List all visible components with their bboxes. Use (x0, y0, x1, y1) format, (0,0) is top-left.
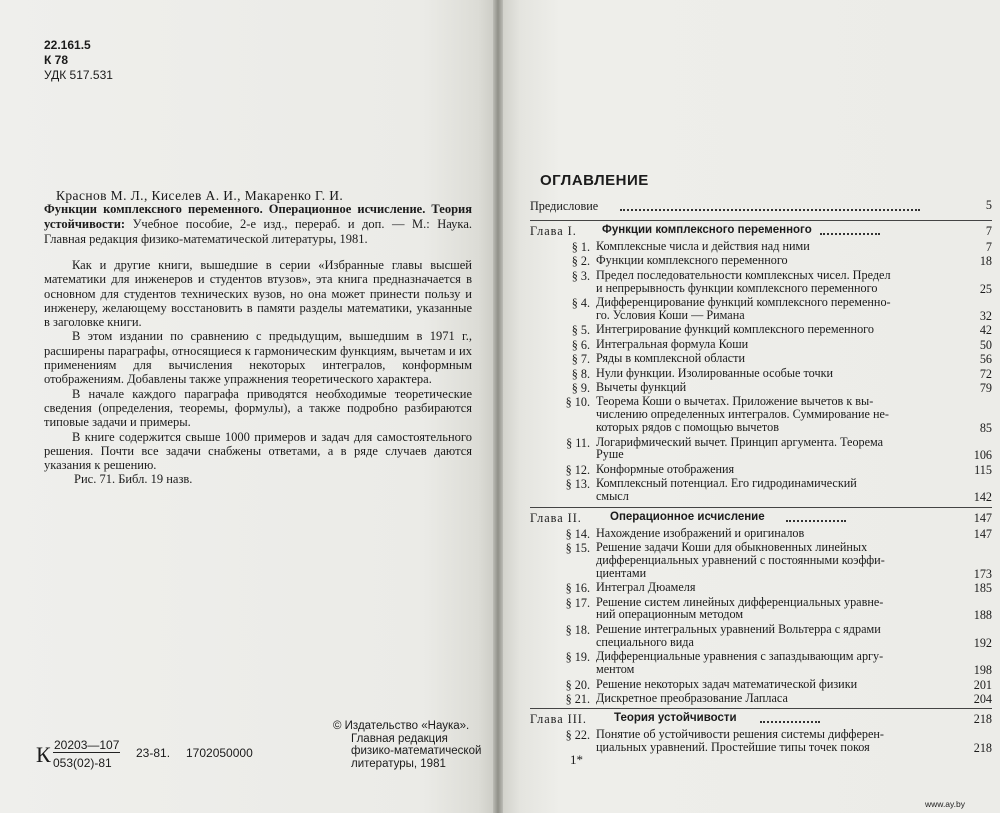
toc-chapter-label: Глава II. (530, 510, 582, 525)
toc-section-title: числению определенных интегралов. Суммирование не- (596, 407, 889, 422)
toc-page-number: 72 (979, 366, 992, 381)
toc-section-number: § 8. (571, 366, 590, 381)
toc-section-title: Интегральная формула Коши (596, 336, 749, 351)
toc-section-number: § 10. (565, 395, 590, 410)
price-code-denominator: 053(02)-81 (53, 756, 112, 770)
price-code-number: 1702050000 (186, 746, 253, 760)
toc-page-number: 218 (973, 741, 992, 756)
title-block (44, 202, 472, 247)
chapter-divider (530, 507, 992, 508)
toc-section-title: циентами (596, 565, 647, 580)
abstract (44, 258, 472, 472)
toc-section-number: § 18. (565, 622, 590, 637)
toc-leader (786, 519, 846, 522)
toc-section-title: Функции комплексного переменного (596, 253, 788, 268)
toc-section-number: § 19. (565, 650, 590, 665)
toc-section-title: ний операционным методом (596, 607, 744, 622)
toc-section-title: Понятие об устойчивости решения системы дифферен- (596, 727, 884, 742)
toc-section-number: § 20. (565, 677, 590, 692)
watermark: www.ay.by (925, 799, 965, 809)
price-code-letter: К (36, 742, 51, 767)
bibliographic-codes (44, 38, 113, 83)
toc-page-number: 18 (979, 254, 992, 269)
toc-section-number: § 22. (565, 728, 590, 743)
toc-page-number: 142 (973, 490, 992, 505)
toc-page-number: 7 (985, 224, 992, 238)
toc-page-number: 42 (979, 323, 992, 338)
toc-page-number: 32 (979, 308, 992, 323)
chapter-divider (530, 220, 992, 221)
toc-page-number: 7 (985, 240, 992, 254)
toc-section-number: § 6. (571, 337, 590, 352)
toc-section-title: Конформные отображения (596, 461, 735, 476)
toc-section-number: § 15. (565, 541, 590, 555)
toc-section-title: которых рядов с помощью вычетов (596, 420, 779, 435)
toc-section-title: Дискретное преобразование Лапласа (596, 690, 788, 705)
toc-page-number: 85 (979, 421, 992, 436)
figures-count: Рис. 71. Библ. 19 назв. (74, 472, 193, 486)
toc-section-number: § 3. (571, 268, 590, 283)
udk-code: УДК 517.531 (44, 68, 113, 82)
toc-section-title: Вычеты функций (596, 380, 687, 394)
toc-leader (760, 720, 820, 723)
toc-heading: ОГЛАВЛЕНИЕ (540, 172, 649, 189)
toc-section-title: дифференциальных уравнений с постоянными коэффи- (596, 552, 885, 567)
toc-leader (820, 232, 880, 235)
toc-section-title: Комплексные числа и действия над ними (596, 239, 810, 253)
toc-chapter-title: Операционное исчисление (610, 510, 765, 523)
toc-section-title: циальных уравнений. Простейшие типы точек покоя (596, 740, 870, 755)
toc-section-title: Дифференциальные уравнения с запаздывающим аргу- (596, 649, 884, 664)
toc-page-number: 106 (973, 448, 992, 463)
toc-page-number: 173 (973, 566, 992, 581)
price-code-year: 23-81. (136, 746, 171, 760)
toc-section-title: Интеграл Дюамеля (596, 580, 696, 595)
toc-section-title: Решение интегральных уравнений Вольтерра с ядрами (596, 621, 881, 636)
toc-section-title: смысл (596, 489, 629, 504)
book-gutter (493, 0, 503, 813)
toc-section-title: и непрерывность функции комплексного переменного (596, 280, 878, 295)
signature-mark: 1* (570, 752, 583, 767)
toc-page-number: 147 (973, 510, 992, 525)
toc-page-number: 188 (973, 608, 992, 623)
toc-section-number: § 14. (565, 526, 590, 541)
toc-section-title: специального вида (596, 634, 694, 649)
toc-section-title: Решение некоторых задач математической физики (596, 676, 858, 691)
book-title: Функции комплексного переменного. Операционное исчисление. Теория устойчивости: (44, 202, 472, 231)
abstract-paragraph: В этом издании по сравнению с предыдущим, вышедшим в 1971 г., расширены параграфы, относящиеся к гармоническим функциям, вычетам и их применениям для вычисления некоторых интегралов, конформным отображениям. Добавлены также упражнения теоретического характера. (44, 329, 472, 387)
toc-section-number: § 5. (571, 323, 590, 338)
toc-section-number: § 17. (565, 595, 590, 610)
toc-section-title: Теорема Коши о вычетах. Приложение вычетов к вы- (596, 394, 874, 409)
toc-page-number: 192 (973, 635, 992, 650)
toc-section-number: § 1. (571, 240, 590, 254)
toc-page-number: 218 (973, 712, 992, 727)
publisher-line: литературы, 1981 (351, 757, 446, 770)
toc-section-number: § 12. (565, 462, 590, 477)
toc-section-number: § 21. (565, 691, 590, 706)
toc-section-number: § 4. (571, 296, 590, 311)
toc-page-number: 5 (985, 198, 992, 212)
toc-page-number: 147 (973, 526, 992, 541)
toc-page-number: 115 (974, 462, 992, 477)
toc-section-title: Предел последовательности комплексных чисел. Предел (596, 267, 891, 282)
toc-section-title: Логарифмический вычет. Принцип аргумента. Теорема (596, 434, 884, 449)
toc-chapter-title: Теория устойчивости (614, 712, 737, 725)
toc-section-number: § 13. (565, 477, 590, 492)
toc-page-number: 201 (973, 677, 992, 692)
toc-section-title: Дифференцирование функций комплексного переменно- (596, 295, 891, 310)
publisher-info (333, 720, 481, 770)
toc-section-title: Решение задачи Коши для обыкновенных линейных (596, 540, 868, 554)
toc-section-title: го. Условия Коши — Римана (596, 307, 745, 322)
toc-section-number: § 9. (571, 381, 590, 395)
toc-section-title: Ряды в комплексной области (596, 351, 745, 366)
toc-chapter-label: Глава III. (530, 712, 587, 727)
abstract-paragraph: В начале каждого параграфа приводятся необходимые теоретические сведения (определения, теоремы, формулы), а также подробно разбираются типовые задачи и примеры. (44, 386, 472, 430)
toc-section-title: ментом (596, 662, 635, 677)
toc-section-title: Руше (596, 447, 624, 462)
toc-section-title: Комплексный потенциал. Его гидродинамический (596, 476, 857, 491)
toc-section-number: § 11. (566, 435, 590, 450)
toc-chapter-label: Глава I. (530, 224, 577, 238)
toc-leader (620, 208, 920, 211)
publisher-line: физико-математической (351, 745, 482, 757)
toc-section-title: Нахождение изображений и оригиналов (596, 525, 805, 540)
toc-page-number: 198 (973, 663, 992, 678)
toc-section-number: § 7. (571, 352, 590, 367)
toc-section-title: Решение систем линейных дифференциальных уравне- (596, 594, 884, 609)
toc-page-number: 56 (979, 352, 992, 367)
toc-preface-title: Предисловие (530, 199, 599, 213)
price-code-numerator: 20203—107 (54, 738, 120, 752)
toc-section-number: § 16. (565, 581, 590, 596)
author-mark: К 78 (44, 53, 69, 67)
bbk-code: 22.161.5 (44, 38, 91, 52)
toc-page-number: 25 (979, 281, 992, 296)
abstract-paragraph: В книге содержится свыше 1000 примеров и задач для самостоятельного решения. Почти все задачи снабжены ответами, а в ряде случаев даются указания к решению. (44, 429, 472, 473)
toc-page-number: 185 (973, 581, 992, 596)
toc-page-number: 204 (973, 691, 992, 706)
edition-info: Учебное пособие, 2-е изд., перераб. и доп. — М.: Наука. Главная редакция физико-математической литературы, 1981. (44, 217, 472, 246)
toc-section-number: § 2. (571, 254, 590, 269)
publisher-line: Главная редакция (351, 732, 448, 745)
publisher-line: © Издательство «Наука». (333, 720, 470, 732)
toc-section-title: Интегрирование функций комплексного переменного (596, 322, 874, 337)
toc-page-number: 50 (979, 337, 992, 352)
authors-line: Краснов М. Л., Киселев А. И., Макаренко Г. И. (56, 188, 344, 203)
abstract-paragraph: Как и другие книги, вышедшие в серии «Избранные главы высшей математики для инженеров и студентов втузов», эта книга предназначается в основном для студентов технических вузов, но она может принести пользу и инженеру, желающему восстановить в памяти разделы математики, указанные в заголовке книги. (44, 258, 472, 330)
toc-section-title: Нули функции. Изолированные особые точки (596, 365, 834, 380)
toc-page-number: 79 (979, 381, 992, 395)
toc-chapter-title: Функции комплексного переменного (602, 224, 812, 236)
chapter-divider (530, 708, 992, 709)
